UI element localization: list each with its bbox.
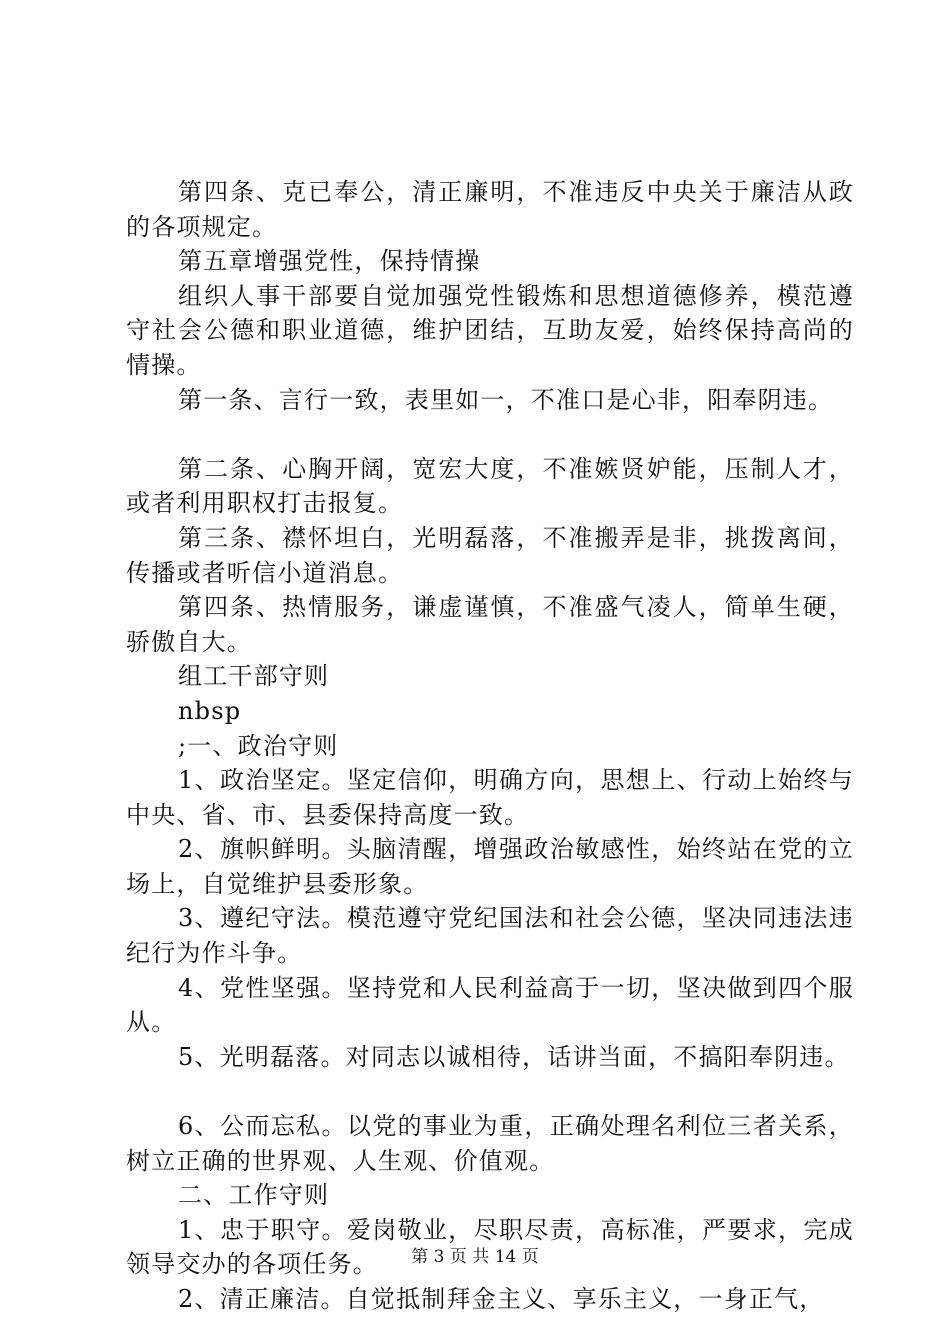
paragraph: 2、清正廉洁。自觉抵制拜金主义、享乐主义，一身正气， (178, 1285, 825, 1313)
paragraph: 6、公而忘私。以党的事业为重，正确处理名利位三者关系，树立正确的世界观、人生观、价值观。 (126, 1112, 854, 1175)
paragraph: 1、政治坚定。坚定信仰，明确方向，思想上、行动上始终与中央、省、市、县委保持高度一致。 (126, 766, 854, 829)
paragraph: 3、遵纪守法。模范遵守党纪国法和社会公德，坚决同违法违纪行为作斗争。 (126, 904, 854, 968)
paragraph: 1、忠于职守。爱岗敬业，尽职尽责，高标准，严要求，完成领导交办的各项任务。 (126, 1215, 854, 1279)
paragraph: 第四条、克已奉公，清正廉明，不准违反中央关于廉洁从政的各项规定。 (126, 178, 854, 241)
section-heading: 二、工作守则 (178, 1181, 330, 1210)
document-body (126, 175, 854, 1317)
paragraph: 2、旗帜鲜明。头脑清醒，增强政治敏感性，始终站在党的立场上，自觉维护县委形象。 (126, 835, 854, 898)
paragraph: 第二条、心胸开阔，宽宏大度，不准嫉贤妒能，压制人才，或者利用职权打击报复。 (126, 454, 854, 518)
section-heading: 第五章增强党性，保持情操 (178, 247, 481, 276)
section-heading: ;一、政治守则 (178, 731, 339, 760)
paragraph: 第四条、热情服务，谦虚谨慎，不准盛气凌人，简单生硬，骄傲自大。 (126, 593, 854, 656)
page-footer (0, 1242, 950, 1267)
page-number: 第 3 页 共 14 页 (411, 1247, 539, 1267)
paragraph: 5、光明磊落。对同志以诚相待，话讲当面，不搞阳奉阴违。 (178, 1042, 850, 1071)
paragraph: 4、党性坚强。坚持党和人民利益高于一切，坚决做到四个服从。 (126, 973, 854, 1037)
paragraph: 第三条、襟怀坦白，光明磊落，不准搬弄是非，挑拨离间，传播或者听信小道消息。 (126, 523, 854, 587)
paragraph: 第一条、言行一致，表里如一，不准口是心非，阳奉阴违。 (178, 385, 834, 414)
paragraph: 组织人事干部要自觉加强党性锻炼和思想道德修养，模范遵守社会公德和职业道德，维护团结，互助友爱，始终保持高尚的情操。 (126, 281, 854, 379)
paragraph: nbsp (178, 696, 242, 725)
section-heading: 组工干部守则 (178, 662, 330, 691)
